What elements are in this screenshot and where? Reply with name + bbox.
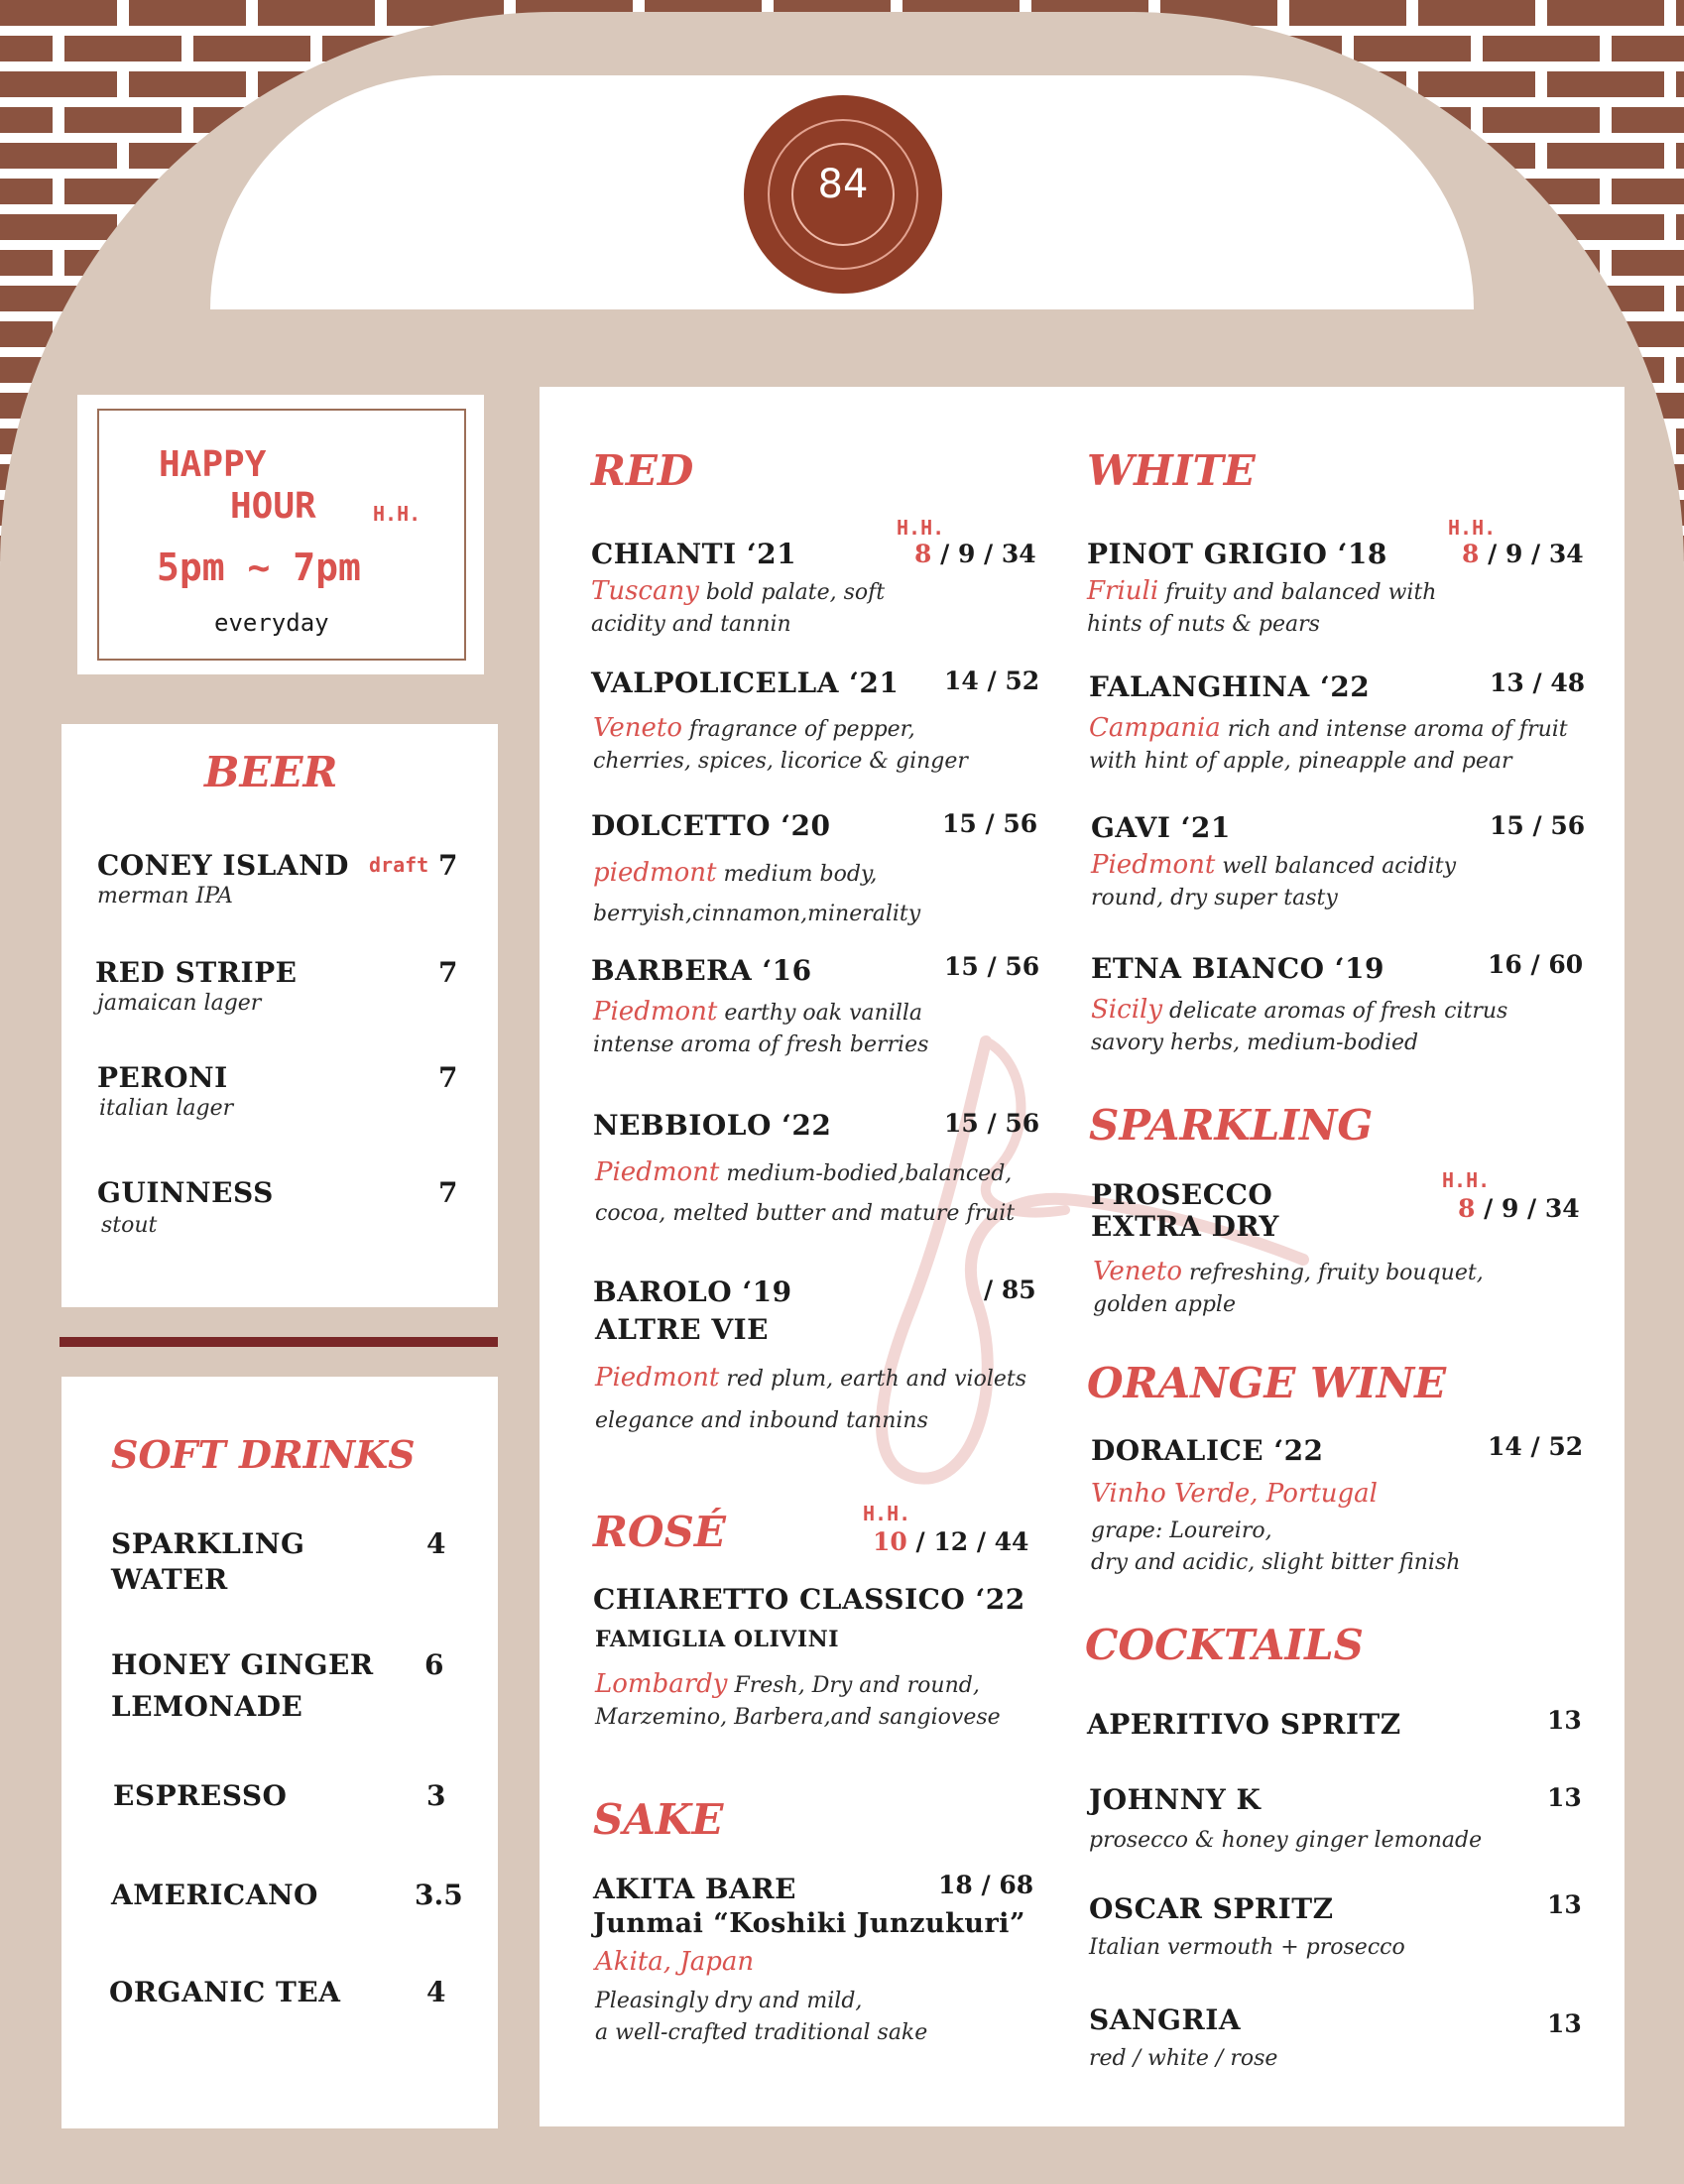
orange-wine-desc1: grape: Loureiro, [1091,1518,1272,1543]
sparkling-desc2: golden apple [1093,1292,1236,1317]
happy-hour-frame [97,409,466,661]
pinot-price [1462,540,1584,568]
cocktail-name-oscar: OSCAR SPRITZ [1089,1892,1334,1925]
rose-price [873,1527,1028,1556]
falanghina-price: 13 / 48 [1490,668,1586,697]
orange-wine-price: 14 / 52 [1488,1432,1584,1461]
barolo-desc2: elegance and inbound tannins [595,1408,928,1433]
barbera-desc [593,996,928,1061]
barbera-region: Piedmont [593,997,718,1027]
chianti-desc [591,575,885,641]
nebbiolo-desc2: cocoa, melted butter and mature fruit [595,1201,1016,1226]
logo-number: 84 [817,162,869,207]
etna-name: ETNA BIANCO ‘19 [1091,952,1384,985]
cocktail-price-oscar: 13 [1547,1890,1582,1919]
rose-name: CHIARETTO CLASSICO ‘22 [593,1583,1025,1616]
chianti-price [914,540,1036,568]
cocktail-price-johnny-k: 13 [1547,1783,1582,1812]
falanghina-desc2: with hint of apple, pineapple and pear [1089,749,1512,774]
chianti-desc2: acidity and tannin [591,612,791,637]
rose-desc2: Marzemino, Barbera,and sangiovese [595,1705,1001,1730]
sparkling-price [1458,1194,1580,1223]
etna-region: Sicily [1091,995,1163,1025]
barolo-desc1: red plum, earth and violets [719,1367,1026,1392]
beer-price-red-stripe: 7 [438,956,458,989]
gavi-price: 15 / 56 [1490,811,1586,840]
barolo-price: / 85 [984,1275,1036,1304]
logo-badge [744,95,942,294]
chianti-name: CHIANTI ‘21 [591,538,797,570]
chianti-regular-price: / 9 / 34 [931,540,1036,568]
beer-desc-peroni: italian lager [99,1096,234,1121]
nebbiolo-desc [595,1153,1015,1234]
wine-panel [540,387,1624,2126]
valpolicella-name: VALPOLICELLA ‘21 [591,667,900,699]
sake-name: AKITA BARE [593,1873,796,1905]
sake-desc2: a well-crafted traditional sake [595,2020,928,2045]
soft-price-organic-tea: 4 [426,1976,446,2008]
dolcetto-desc1: medium body, [716,862,878,887]
dolcetto-price: 15 / 56 [942,809,1038,838]
pinot-desc2: hints of nuts & pears [1087,612,1320,637]
rose-hh-tag: H.H. [863,1502,911,1525]
cocktail-desc-johnny-k: prosecco & honey ginger lemonade [1089,1828,1483,1853]
soft-name-espresso: ESPRESSO [113,1779,288,1812]
soft-name-americano: AMERICANO [111,1879,318,1911]
valpolicella-region: Veneto [593,713,683,743]
soft-drinks-title: SOFT DRINKS [111,1432,416,1477]
valpolicella-desc1: fragrance of pepper, [682,717,915,742]
pinot-hh-price: 8 [1462,540,1480,568]
barbera-name: BARBERA ‘16 [591,954,812,987]
beer-desc-guinness: stout [101,1213,158,1238]
soft-name-sparkling-water-2: WATER [111,1563,228,1596]
barolo-region: Piedmont [595,1363,720,1393]
rose-region: Lombardy [595,1669,728,1699]
etna-desc2: savory herbs, medium-bodied [1091,1031,1419,1055]
falanghina-region: Campania [1089,713,1221,743]
gavi-desc [1091,849,1456,914]
sake-desc [595,1986,927,2049]
cocktail-name-johnny-k: JOHNNY K [1089,1783,1262,1816]
sparkling-region: Veneto [1093,1257,1183,1286]
beer-price-guinness: 7 [438,1176,458,1209]
nebbiolo-desc1: medium-bodied,balanced, [719,1161,1013,1186]
beer-desc-coney-island: merman IPA [97,884,233,909]
soft-name-honey-ginger-2: LEMONADE [111,1690,303,1723]
sake-subtitle: Junmai “Koshiki Junzukuri” [593,1908,1025,1939]
sparkling-hh-price: 8 [1458,1194,1476,1223]
happy-hour-days: everyday [214,609,329,637]
sparkling-desc [1093,1256,1484,1321]
rose-producer: FAMIGLIA OLIVINI [595,1627,840,1652]
soft-price-espresso: 3 [426,1779,446,1812]
gavi-desc2: round, dry super tasty [1091,886,1338,910]
happy-hour-line1: HAPPY [159,444,267,485]
gavi-name: GAVI ‘21 [1091,811,1231,844]
etna-desc [1091,994,1507,1059]
barolo-name-line2: ALTRE VIE [595,1313,769,1346]
sake-price: 18 / 68 [938,1871,1034,1899]
orange-wine-region: Vinho Verde, Portugal [1091,1479,1378,1509]
sparkling-hh-tag: H.H. [1442,1168,1491,1192]
cocktail-price-aperitivo: 13 [1547,1706,1582,1735]
soft-drinks-panel [61,1377,498,2128]
nebbiolo-price: 15 / 56 [944,1109,1040,1138]
dolcetto-desc [593,853,920,934]
sake-desc1: Pleasingly dry and mild, [595,1989,863,2013]
beer-desc-red-stripe: jamaican lager [97,991,262,1016]
sparkling-desc1: refreshing, fruity bouquet, [1182,1261,1484,1285]
gavi-region: Piedmont [1091,850,1216,880]
rose-title: ROSÉ [593,1508,726,1556]
barolo-name-line1: BAROLO ‘19 [593,1275,792,1308]
beer-panel [61,724,498,1307]
sparkling-name-line2: EXTRA DRY [1091,1210,1279,1243]
valpolicella-desc2: cherries, spices, licorice & ginger [593,749,968,774]
orange-wine-name: DORALICE ‘22 [1091,1434,1324,1467]
cocktail-name-sangria: SANGRIA [1089,2003,1242,2036]
falanghina-name: FALANGHINA ‘22 [1089,670,1371,703]
soft-name-organic-tea: ORGANIC TEA [109,1976,341,2008]
beer-name-peroni: PERONI [97,1061,228,1094]
dolcetto-name: DOLCETTO ‘20 [591,809,831,842]
beer-price-peroni: 7 [438,1061,458,1094]
barolo-desc [595,1357,1026,1442]
soft-price-americano: 3.5 [415,1879,463,1911]
gavi-desc1: well balanced acidity [1215,854,1457,879]
barbera-desc1: earthy oak vanilla [717,1001,923,1026]
sake-region: Akita, Japan [595,1947,755,1977]
happy-hour-line2: HOUR [230,486,316,527]
beer-title: BEER [204,748,338,796]
orange-wine-title: ORANGE WINE [1087,1359,1447,1407]
beer-name-guinness: GUINNESS [97,1176,274,1209]
soft-price-honey-ginger: 6 [424,1648,444,1681]
dolcetto-desc2: berryish,cinnamon,minerality [593,902,921,926]
dolcetto-region: piedmont [593,858,717,888]
rose-hh-price: 10 [873,1527,907,1556]
happy-hour-time: 5pm ~ 7pm [157,546,361,589]
orange-wine-region-line [1091,1478,1378,1512]
beer-name-red-stripe: RED STRIPE [95,956,298,989]
cocktails-title: COCKTAILS [1085,1621,1364,1669]
pinot-name: PINOT GRIGIO ‘18 [1087,538,1387,570]
draft-label: draft [369,853,429,877]
sparkling-regular-price: / 9 / 34 [1475,1194,1580,1223]
nebbiolo-name: NEBBIOLO ‘22 [593,1109,832,1142]
nebbiolo-region: Piedmont [595,1157,720,1187]
falanghina-desc1: rich and intense aroma of fruit [1220,717,1568,742]
valpolicella-price: 14 / 52 [944,667,1040,695]
barbera-desc2: intense aroma of fresh berries [593,1032,929,1057]
pinot-regular-price: / 9 / 34 [1479,540,1584,568]
sparkling-title: SPARKLING [1089,1101,1374,1150]
soft-name-sparkling-water-1: SPARKLING [111,1527,305,1560]
pinot-hh-tag: H.H. [1448,516,1497,540]
cocktail-desc-sangria: red / white / rose [1089,2046,1278,2071]
etna-desc1: delicate aromas of fresh citrus [1162,999,1508,1024]
cocktail-price-sangria: 13 [1547,2009,1582,2038]
happy-hour-tag: H.H. [373,502,421,526]
chianti-hh-tag: H.H. [897,516,945,540]
sake-region-line [595,1946,754,1980]
cocktail-desc-oscar: Italian vermouth + prosecco [1089,1935,1405,1960]
chianti-desc1: bold palate, soft [698,580,886,605]
soft-name-honey-ginger-1: HONEY GINGER [111,1648,374,1681]
beer-name-coney-island: CONEY ISLAND [97,849,349,882]
chianti-region: Tuscany [591,576,699,606]
sparkling-name-line1: PROSECCO [1091,1178,1273,1211]
beer-price-coney-island: 7 [438,849,458,882]
rose-desc1: Fresh, Dry and round, [727,1673,980,1698]
pinot-region: Friuli [1087,576,1159,606]
rose-desc [595,1668,1001,1734]
rose-regular-price: / 12 / 44 [906,1527,1029,1556]
cocktail-name-aperitivo: APERITIVO SPRITZ [1087,1708,1401,1741]
falanghina-desc [1089,712,1568,778]
barbera-price: 15 / 56 [944,952,1040,981]
red-title: RED [591,446,694,495]
pinot-desc1: fruity and balanced with [1158,580,1437,605]
orange-wine-desc2: dry and acidic, slight bitter finish [1091,1550,1461,1575]
etna-price: 16 / 60 [1488,950,1584,979]
orange-wine-desc [1091,1516,1460,1579]
soft-price-sparkling-water: 4 [426,1527,446,1560]
section-divider [60,1337,498,1347]
pinot-desc [1087,575,1436,641]
sake-title: SAKE [593,1795,724,1844]
white-title: WHITE [1087,446,1256,495]
chianti-hh-price: 8 [914,540,932,568]
valpolicella-desc [593,712,968,778]
